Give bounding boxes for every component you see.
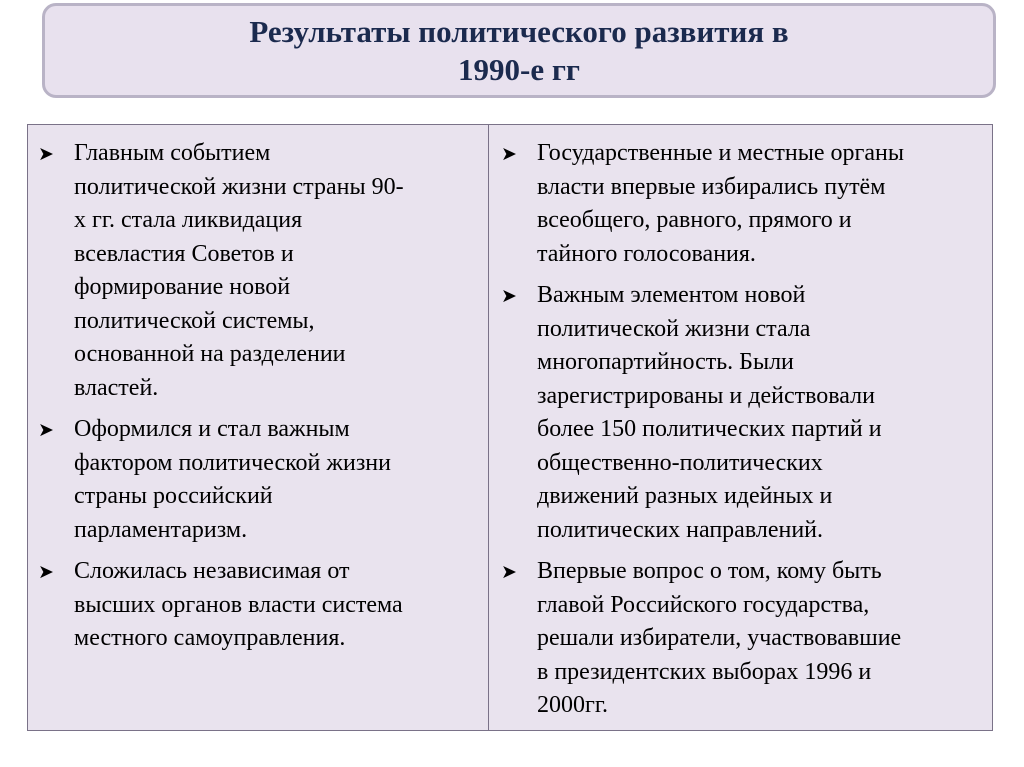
list-item-text: Впервые вопрос о том, кому быть главой Российского государства, решали избиратели, участвовавшие в президентских выборах 1996 и 2000гг.: [537, 558, 902, 718]
slide-title-line-1: Результаты политического развития в: [249, 13, 789, 49]
content-table: [27, 124, 993, 731]
list-item: [501, 137, 984, 271]
list-item: [38, 413, 480, 547]
arrow-bullet-icon: ➤: [501, 143, 517, 165]
arrow-bullet-icon: ➤: [501, 285, 517, 307]
right-column: [489, 125, 992, 730]
list-item-text: Важным элементом новой политической жизни стала многопартийность. Были зарегистрированы и действовали более 150 политических партий и общественно-политических движений разных идейных и политических направлений.: [537, 282, 882, 543]
list-item-text: Государственные и местные органы власти впервые избирались путём всеобщего, равного, прямого и тайного голосования.: [537, 140, 905, 267]
list-item-text: Оформился и стал важным фактором политической жизни страны российский парламентаризм.: [74, 416, 391, 543]
arrow-bullet-icon: ➤: [38, 561, 54, 583]
arrow-bullet-icon: ➤: [38, 143, 54, 165]
arrow-bullet-icon: ➤: [38, 419, 54, 441]
list-item-text: Сложилась независимая от высших органов власти система местного самоуправления.: [74, 558, 403, 651]
slide-title-line-2: 1990-е гг: [458, 51, 580, 87]
list-item: [501, 279, 984, 547]
arrow-bullet-icon: ➤: [501, 561, 517, 583]
left-column: [28, 125, 489, 730]
list-item: [501, 555, 984, 723]
list-item-text: Главным событием политической жизни страны 90- х гг. стала ликвидация всевластия Советов и формирование новой политической системы, основанной на разделении властей.: [74, 140, 404, 401]
list-item: [38, 137, 480, 405]
list-item: [38, 555, 480, 656]
slide-title-box: [42, 3, 996, 98]
